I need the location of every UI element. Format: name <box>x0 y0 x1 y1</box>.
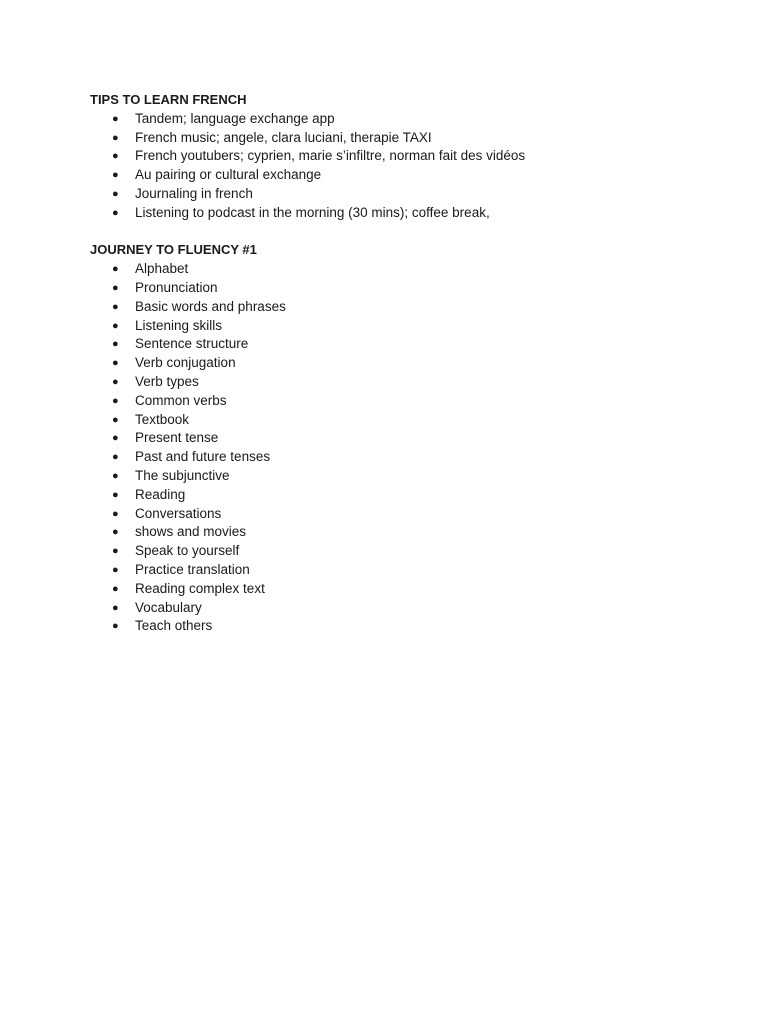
section-heading: TIPS TO LEARN FRENCH <box>90 92 247 107</box>
bullet-icon: ● <box>112 507 119 520</box>
list-item <box>90 260 710 279</box>
bullet-list <box>90 110 710 223</box>
bullet-icon: ● <box>112 526 119 539</box>
list-item <box>90 448 710 467</box>
list-item-text: Speak to yourself <box>135 543 240 559</box>
bullet-icon: ● <box>112 300 119 313</box>
bullet-icon: ● <box>112 469 119 482</box>
bullet-list <box>90 260 710 636</box>
list-item-text: Journaling in french <box>135 185 253 201</box>
list-item-text: Pronunciation <box>135 279 218 295</box>
list-item-text: Alphabet <box>135 261 189 277</box>
bullet-icon: ● <box>112 187 119 200</box>
section-heading: JOURNEY TO FLUENCY #1 <box>90 242 257 258</box>
bullet-icon: ● <box>112 432 119 445</box>
list-item-text: shows and movies <box>135 524 247 540</box>
list-item <box>90 354 710 373</box>
bullet-icon: ● <box>112 375 119 388</box>
list-item-text: Conversations <box>135 505 222 521</box>
bullet-icon: ● <box>112 150 119 163</box>
bullet-icon: ● <box>112 545 119 558</box>
bullet-icon: ● <box>112 263 119 276</box>
bullet-icon: ● <box>112 338 119 351</box>
list-item <box>90 617 710 636</box>
list-item <box>90 505 710 524</box>
list-item <box>90 467 710 486</box>
list-item-text: Textbook <box>135 411 190 427</box>
list-item-text: Teach others <box>135 618 213 634</box>
bullet-icon: ● <box>112 131 119 144</box>
bullet-icon: ● <box>112 563 119 576</box>
list-item <box>90 279 710 298</box>
bullet-icon: ● <box>112 319 119 332</box>
list-item <box>90 317 710 336</box>
list-item <box>90 373 710 392</box>
bullet-icon: ● <box>112 357 119 370</box>
list-item-text: Sentence structure <box>135 336 249 352</box>
bullet-icon: ● <box>112 620 119 633</box>
list-item-text: Present tense <box>135 430 219 446</box>
list-item <box>90 204 710 223</box>
list-item <box>90 429 710 448</box>
list-item-text: Reading <box>135 486 186 502</box>
document-body <box>90 91 710 636</box>
list-item <box>90 561 710 580</box>
list-item <box>90 411 710 430</box>
list-item-text: French music; angele, clara luciani, therapie TAXI <box>135 129 432 145</box>
list-item-text: Reading complex text <box>135 580 265 596</box>
list-item <box>90 542 710 561</box>
bullet-icon: ● <box>112 169 119 182</box>
list-item <box>90 523 710 542</box>
list-item <box>90 129 710 148</box>
list-item-text: Tandem; language exchange app <box>135 110 335 126</box>
list-item <box>90 147 710 166</box>
bullet-icon: ● <box>112 488 119 501</box>
list-item-text: Listening to podcast in the morning (30 mins); coffee break, <box>135 204 490 220</box>
list-item-text: Vocabulary <box>135 599 202 615</box>
bullet-icon: ● <box>112 413 119 426</box>
list-item-text: French youtubers; cyprien, marie s’infiltre, norman fait des vidéos <box>135 148 526 164</box>
list-item <box>90 110 710 129</box>
list-item <box>90 335 710 354</box>
list-item <box>90 599 710 618</box>
list-item-text: Past and future tenses <box>135 449 271 465</box>
list-item-text: Verb types <box>135 373 199 389</box>
list-item <box>90 166 710 185</box>
bullet-icon: ● <box>112 394 119 407</box>
list-item-text: Practice translation <box>135 561 250 577</box>
bullet-icon: ● <box>112 582 119 595</box>
bullet-icon: ● <box>112 601 119 614</box>
list-item <box>90 580 710 599</box>
section-journey <box>90 241 710 636</box>
list-item <box>90 298 710 317</box>
list-item <box>90 486 710 505</box>
bullet-icon: ● <box>112 451 119 464</box>
section-tips <box>90 91 710 223</box>
bullet-icon: ● <box>112 206 119 219</box>
bullet-icon: ● <box>112 281 119 294</box>
list-item-text: Listening skills <box>135 317 223 333</box>
list-item-text: The subjunctive <box>135 467 230 483</box>
list-item-text: Basic words and phrases <box>135 298 286 314</box>
list-item <box>90 185 710 204</box>
list-item-text: Au pairing or cultural exchange <box>135 167 322 183</box>
list-item-text: Common verbs <box>135 392 227 408</box>
bullet-icon: ● <box>112 112 119 125</box>
list-item <box>90 392 710 411</box>
list-item-text: Verb conjugation <box>135 355 236 371</box>
